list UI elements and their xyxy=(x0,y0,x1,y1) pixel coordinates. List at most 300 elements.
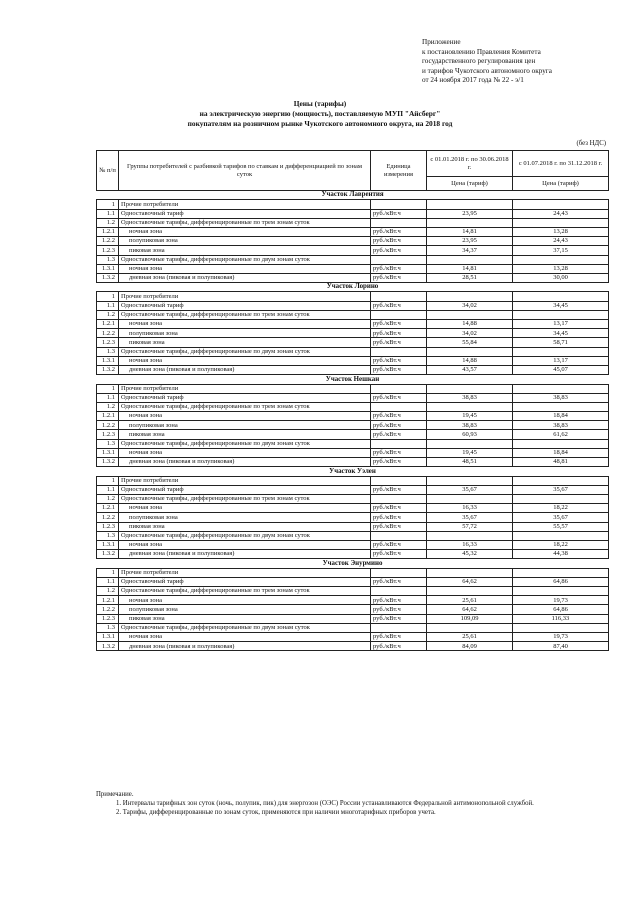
row-price-h2: 18,84 xyxy=(513,412,609,421)
table-row xyxy=(97,568,609,577)
row-price-h2: 35,67 xyxy=(513,485,609,494)
table-row xyxy=(97,504,609,513)
row-price-h1: 60,93 xyxy=(427,430,513,439)
row-price-h1: 14,81 xyxy=(427,264,513,273)
row-price-h1: 38,83 xyxy=(427,393,513,402)
table-row xyxy=(97,310,609,319)
table-row xyxy=(97,513,609,522)
row-description: Одноставочный тариф xyxy=(119,393,371,402)
row-unit xyxy=(371,531,427,540)
row-number: 1.3 xyxy=(97,623,119,632)
row-price-h2: 38,83 xyxy=(513,421,609,430)
row-price-h2: 13,17 xyxy=(513,320,609,329)
row-price-h1: 34,37 xyxy=(427,246,513,255)
row-price-h2: 18,22 xyxy=(513,540,609,549)
row-price-h1: 48,51 xyxy=(427,458,513,467)
row-number: 1.3.1 xyxy=(97,633,119,642)
table-row xyxy=(97,365,609,374)
row-description: полупиковая зона xyxy=(119,605,371,614)
row-unit: руб./кВт.ч xyxy=(371,605,427,614)
row-number: 1.2.3 xyxy=(97,430,119,439)
table-row xyxy=(97,246,609,255)
table-row xyxy=(97,587,609,596)
table-row xyxy=(97,338,609,347)
row-unit xyxy=(371,476,427,485)
table-row xyxy=(97,384,609,393)
appendix-line: к постановлению Правления Комитета xyxy=(422,47,541,56)
row-price-h1: 43,57 xyxy=(427,365,513,374)
table-row xyxy=(97,596,609,605)
row-description: Одноставочный тариф xyxy=(119,485,371,494)
row-number: 1.1 xyxy=(97,301,119,310)
row-description: ночная зона xyxy=(119,227,371,236)
row-description: Одноставочные тарифы, дифференцированные по трем зонам суток xyxy=(119,587,371,596)
row-price-h1 xyxy=(427,310,513,319)
section-header-row xyxy=(97,191,609,200)
row-number: 1.3.2 xyxy=(97,550,119,559)
row-unit: руб./кВт.ч xyxy=(371,633,427,642)
table-row xyxy=(97,642,609,651)
appendix-line: Приложение xyxy=(422,38,461,46)
row-number: 1.2 xyxy=(97,587,119,596)
row-description: полупиковая зона xyxy=(119,421,371,430)
row-unit xyxy=(371,255,427,264)
row-price-h1: 55,84 xyxy=(427,338,513,347)
notes-heading: Примечание. xyxy=(96,791,134,798)
header-period-1: с 01.01.2018 г. по 30.06.2018 г. xyxy=(427,151,513,177)
row-number: 1.1 xyxy=(97,577,119,586)
row-unit: руб./кВт.ч xyxy=(371,320,427,329)
row-unit xyxy=(371,495,427,504)
row-price-h1 xyxy=(427,439,513,448)
row-price-h2 xyxy=(513,384,609,393)
row-unit: руб./кВт.ч xyxy=(371,329,427,338)
section-title: Участок Уэлен xyxy=(97,467,609,476)
row-unit: руб./кВт.ч xyxy=(371,642,427,651)
row-price-h2: 34,45 xyxy=(513,301,609,310)
row-description: Одноставочные тарифы, дифференцированные по трем зонам суток xyxy=(119,495,371,504)
table-row xyxy=(97,273,609,282)
row-price-h1 xyxy=(427,218,513,227)
row-number: 1.3.2 xyxy=(97,365,119,374)
row-price-h1: 109,09 xyxy=(427,614,513,623)
header-num: № п/п xyxy=(97,151,119,191)
row-price-h2 xyxy=(513,587,609,596)
title-line: на электрическую энергию (мощность), поставляемую МУП "Айсберг" xyxy=(199,108,441,118)
row-unit: руб./кВт.ч xyxy=(371,393,427,402)
row-description: ночная зона xyxy=(119,320,371,329)
row-price-h2: 44,38 xyxy=(513,550,609,559)
row-price-h1: 25,61 xyxy=(427,596,513,605)
row-number: 1.3.2 xyxy=(97,642,119,651)
row-price-h2: 13,28 xyxy=(513,227,609,236)
appendix-line: государственного регулирования цен xyxy=(422,57,536,66)
row-description: ночная зона xyxy=(119,540,371,549)
row-unit xyxy=(371,623,427,632)
row-description: Одноставочные тарифы, дифференцированные по трем зонам суток xyxy=(119,402,371,411)
table-row xyxy=(97,614,609,623)
row-price-h1: 14,88 xyxy=(427,356,513,365)
row-description: дневная зона (пиковая и полупиковая) xyxy=(119,550,371,559)
row-unit: руб./кВт.ч xyxy=(371,421,427,430)
row-description: ночная зона xyxy=(119,412,371,421)
row-price-h2: 35,67 xyxy=(513,513,609,522)
row-price-h1: 14,88 xyxy=(427,320,513,329)
row-unit: руб./кВт.ч xyxy=(371,412,427,421)
row-price-h1: 35,67 xyxy=(427,485,513,494)
row-number: 1.2.3 xyxy=(97,522,119,531)
row-number: 1.3.2 xyxy=(97,458,119,467)
row-price-h1: 64,62 xyxy=(427,577,513,586)
row-description: Одноставочные тарифы, дифференцированные по трем зонам суток xyxy=(119,310,371,319)
row-price-h1 xyxy=(427,384,513,393)
row-number: 1.2 xyxy=(97,310,119,319)
table-row xyxy=(97,356,609,365)
row-price-h2 xyxy=(513,292,609,301)
table-row xyxy=(97,292,609,301)
row-description: ночная зона xyxy=(119,633,371,642)
row-unit xyxy=(371,310,427,319)
row-price-h2 xyxy=(513,495,609,504)
vat-note: (без НДС) xyxy=(576,140,606,147)
table-row xyxy=(97,623,609,632)
row-price-h2: 38,83 xyxy=(513,393,609,402)
row-price-h1: 14,81 xyxy=(427,227,513,236)
table-body xyxy=(97,191,609,651)
row-unit: руб./кВт.ч xyxy=(371,273,427,282)
section-title: Участок Энурмино xyxy=(97,559,609,568)
row-unit: руб./кВт.ч xyxy=(371,264,427,273)
title-line: Цены (тарифы) xyxy=(293,99,347,108)
row-number: 1.3 xyxy=(97,347,119,356)
row-number: 1 xyxy=(97,292,119,301)
row-description: ночная зона xyxy=(119,356,371,365)
table-row xyxy=(97,495,609,504)
row-price-h1: 45,32 xyxy=(427,550,513,559)
row-description: дневная зона (пиковая и полупиковая) xyxy=(119,642,371,651)
row-description: Одноставочные тарифы, дифференцированные по двум зонам суток xyxy=(119,347,371,356)
row-unit: руб./кВт.ч xyxy=(371,540,427,549)
row-price-h1: 25,61 xyxy=(427,633,513,642)
row-number: 1.2.3 xyxy=(97,614,119,623)
row-description: пиковая зона xyxy=(119,430,371,439)
row-unit: руб./кВт.ч xyxy=(371,513,427,522)
row-unit: руб./кВт.ч xyxy=(371,448,427,457)
row-price-h1: 23,95 xyxy=(427,237,513,246)
row-description: дневная зона (пиковая и полупиковая) xyxy=(119,273,371,282)
table-row xyxy=(97,301,609,310)
table-row xyxy=(97,412,609,421)
tariff-table xyxy=(96,150,609,651)
row-price-h1 xyxy=(427,292,513,301)
row-price-h1 xyxy=(427,402,513,411)
row-price-h2: 48,81 xyxy=(513,458,609,467)
row-unit: руб./кВт.ч xyxy=(371,237,427,246)
row-unit: руб./кВт.ч xyxy=(371,209,427,218)
table-row xyxy=(97,227,609,236)
table-row xyxy=(97,476,609,485)
row-description: ночная зона xyxy=(119,504,371,513)
row-description: Прочие потребители xyxy=(119,476,371,485)
document-title xyxy=(0,99,640,128)
row-price-h1: 19,45 xyxy=(427,412,513,421)
row-price-h1 xyxy=(427,495,513,504)
section-title: Участок Лорино xyxy=(97,283,609,292)
row-number: 1.3 xyxy=(97,255,119,264)
row-description: полупиковая зона xyxy=(119,329,371,338)
row-number: 1.2.1 xyxy=(97,227,119,236)
row-price-h2 xyxy=(513,255,609,264)
table-row xyxy=(97,200,609,209)
table-row xyxy=(97,448,609,457)
row-price-h2: 19,73 xyxy=(513,596,609,605)
row-unit xyxy=(371,347,427,356)
table-row xyxy=(97,485,609,494)
row-unit xyxy=(371,568,427,577)
row-unit: руб./кВт.ч xyxy=(371,430,427,439)
row-price-h1 xyxy=(427,587,513,596)
row-unit: руб./кВт.ч xyxy=(371,246,427,255)
row-price-h1: 16,33 xyxy=(427,540,513,549)
row-number: 1.3 xyxy=(97,531,119,540)
header-price-1: Цена (тариф) xyxy=(427,177,513,191)
row-description: Одноставочные тарифы, дифференцированные по двум зонам суток xyxy=(119,531,371,540)
row-number: 1.3 xyxy=(97,439,119,448)
row-description: ночная зона xyxy=(119,264,371,273)
row-price-h2: 30,00 xyxy=(513,273,609,282)
row-price-h2: 55,57 xyxy=(513,522,609,531)
row-unit: руб./кВт.ч xyxy=(371,577,427,586)
row-description: Одноставочный тариф xyxy=(119,577,371,586)
row-number: 1.2.1 xyxy=(97,504,119,513)
section-header-row xyxy=(97,467,609,476)
row-description: полупиковая зона xyxy=(119,237,371,246)
appendix-block xyxy=(422,38,552,86)
row-price-h2 xyxy=(513,218,609,227)
row-price-h2 xyxy=(513,623,609,632)
table-row xyxy=(97,540,609,549)
row-price-h2 xyxy=(513,439,609,448)
row-price-h2: 13,28 xyxy=(513,264,609,273)
title-line: покупателям на розничном рынке Чукотского автономного округа, на 2018 год xyxy=(187,118,453,128)
row-price-h2: 37,15 xyxy=(513,246,609,255)
row-price-h2: 87,40 xyxy=(513,642,609,651)
row-price-h1: 64,62 xyxy=(427,605,513,614)
row-description: дневная зона (пиковая и полупиковая) xyxy=(119,458,371,467)
row-description: ночная зона xyxy=(119,448,371,457)
header-period-2: с 01.07.2018 г. по 31.12.2018 г. xyxy=(513,151,609,177)
header-group: Группы потребителей с разбивкой тарифов по ставкам и дифференциацией по зонам суток xyxy=(119,151,371,191)
row-number: 1.3.2 xyxy=(97,273,119,282)
section-header-row xyxy=(97,559,609,568)
table-row xyxy=(97,393,609,402)
row-number: 1.2 xyxy=(97,495,119,504)
row-unit: руб./кВт.ч xyxy=(371,550,427,559)
row-number: 1 xyxy=(97,200,119,209)
row-price-h2 xyxy=(513,531,609,540)
row-description: дневная зона (пиковая и полупиковая) xyxy=(119,365,371,374)
row-number: 1 xyxy=(97,568,119,577)
row-price-h1: 34,02 xyxy=(427,301,513,310)
row-price-h1 xyxy=(427,568,513,577)
row-description: Одноставочные тарифы, дифференцированные по двум зонам суток xyxy=(119,255,371,264)
row-price-h2: 34,45 xyxy=(513,329,609,338)
row-price-h1: 38,83 xyxy=(427,421,513,430)
row-number: 1 xyxy=(97,384,119,393)
table-row xyxy=(97,320,609,329)
table-row xyxy=(97,347,609,356)
row-description: Одноставочные тарифы, дифференцированные по двум зонам суток xyxy=(119,439,371,448)
row-price-h1 xyxy=(427,255,513,264)
row-unit: руб./кВт.ч xyxy=(371,596,427,605)
row-price-h2 xyxy=(513,476,609,485)
row-unit: руб./кВт.ч xyxy=(371,365,427,374)
row-number: 1.2 xyxy=(97,402,119,411)
row-price-h2: 19,73 xyxy=(513,633,609,642)
row-number: 1.1 xyxy=(97,485,119,494)
row-price-h2 xyxy=(513,402,609,411)
row-number: 1.3.1 xyxy=(97,540,119,549)
row-description: пиковая зона xyxy=(119,522,371,531)
row-description: Прочие потребители xyxy=(119,384,371,393)
row-unit xyxy=(371,587,427,596)
row-description: Прочие потребители xyxy=(119,200,371,209)
row-price-h1 xyxy=(427,347,513,356)
row-price-h1: 34,02 xyxy=(427,329,513,338)
row-unit xyxy=(371,218,427,227)
row-unit: руб./кВт.ч xyxy=(371,301,427,310)
row-unit: руб./кВт.ч xyxy=(371,504,427,513)
row-price-h2: 24,43 xyxy=(513,209,609,218)
row-price-h1: 84,09 xyxy=(427,642,513,651)
table-row xyxy=(97,633,609,642)
table-row xyxy=(97,402,609,411)
row-number: 1.2.3 xyxy=(97,246,119,255)
section-title: Участок Лаврентия xyxy=(97,191,609,200)
row-unit: руб./кВт.ч xyxy=(371,522,427,531)
table-row xyxy=(97,458,609,467)
row-number: 1.1 xyxy=(97,209,119,218)
row-number: 1.2.3 xyxy=(97,338,119,347)
table-row xyxy=(97,430,609,439)
row-number: 1.3.1 xyxy=(97,448,119,457)
row-price-h1: 28,51 xyxy=(427,273,513,282)
row-number: 1.2.2 xyxy=(97,329,119,338)
row-unit: руб./кВт.ч xyxy=(371,227,427,236)
header-unit: Единица измерения xyxy=(371,151,427,191)
row-price-h1 xyxy=(427,623,513,632)
row-price-h1 xyxy=(427,200,513,209)
row-price-h1 xyxy=(427,476,513,485)
row-price-h2 xyxy=(513,310,609,319)
table-row xyxy=(97,439,609,448)
row-number: 1.1 xyxy=(97,393,119,402)
row-number: 1.2.2 xyxy=(97,421,119,430)
section-header-row xyxy=(97,283,609,292)
row-price-h2: 64,86 xyxy=(513,577,609,586)
table-row xyxy=(97,329,609,338)
row-price-h1: 57,72 xyxy=(427,522,513,531)
notes-block xyxy=(96,790,616,817)
row-price-h1: 16,33 xyxy=(427,504,513,513)
row-unit: руб./кВт.ч xyxy=(371,614,427,623)
row-number: 1.3.1 xyxy=(97,264,119,273)
row-number: 1.2.1 xyxy=(97,320,119,329)
row-price-h2: 24,43 xyxy=(513,237,609,246)
row-price-h1: 35,67 xyxy=(427,513,513,522)
row-description: пиковая зона xyxy=(119,338,371,347)
row-number: 1 xyxy=(97,476,119,485)
table-row xyxy=(97,421,609,430)
row-price-h2: 61,62 xyxy=(513,430,609,439)
table-row xyxy=(97,531,609,540)
row-number: 1.2 xyxy=(97,218,119,227)
row-price-h2: 18,22 xyxy=(513,504,609,513)
row-number: 1.2.2 xyxy=(97,605,119,614)
row-price-h2: 45,07 xyxy=(513,365,609,374)
row-description: Прочие потребители xyxy=(119,292,371,301)
note-item: 2. Тарифы, дифференцированные по зонам суток, применяются при наличии многотарифных приборов учета. xyxy=(116,809,436,816)
row-price-h2: 64,86 xyxy=(513,605,609,614)
row-unit xyxy=(371,439,427,448)
table-row xyxy=(97,209,609,218)
row-price-h2 xyxy=(513,568,609,577)
row-number: 1.2.1 xyxy=(97,412,119,421)
row-description: Прочие потребители xyxy=(119,568,371,577)
row-price-h2: 116,33 xyxy=(513,614,609,623)
row-description: Одноставочный тариф xyxy=(119,301,371,310)
section-header-row xyxy=(97,375,609,384)
row-price-h2 xyxy=(513,347,609,356)
table-row xyxy=(97,605,609,614)
table-row xyxy=(97,550,609,559)
row-price-h2: 58,71 xyxy=(513,338,609,347)
row-price-h2: 18,84 xyxy=(513,448,609,457)
note-item: 1. Интервалы тарифных зон суток (ночь, полупик, пик) для энергозон (ОЭС) России устанавливаются Федеральной антимонопольной службой. xyxy=(116,800,534,807)
row-price-h1 xyxy=(427,531,513,540)
row-number: 1.2.2 xyxy=(97,513,119,522)
row-number: 1.3.1 xyxy=(97,356,119,365)
table-row xyxy=(97,218,609,227)
row-unit: руб./кВт.ч xyxy=(371,485,427,494)
table-row xyxy=(97,255,609,264)
row-description: Одноставочные тарифы, дифференцированные по трем зонам суток xyxy=(119,218,371,227)
row-price-h1: 23,95 xyxy=(427,209,513,218)
table-row xyxy=(97,264,609,273)
row-number: 1.2.2 xyxy=(97,237,119,246)
row-price-h2: 13,17 xyxy=(513,356,609,365)
appendix-line: и тарифов Чукотского автономного округа xyxy=(422,66,552,75)
appendix-line: от 24 ноября 2017 года № 22 - э/1 xyxy=(422,76,524,85)
row-description: ночная зона xyxy=(119,596,371,605)
row-unit: руб./кВт.ч xyxy=(371,356,427,365)
row-description: Одноставочный тариф xyxy=(119,209,371,218)
row-description: Одноставочные тарифы, дифференцированные по двум зонам суток xyxy=(119,623,371,632)
table-row xyxy=(97,522,609,531)
row-unit: руб./кВт.ч xyxy=(371,458,427,467)
row-unit: руб./кВт.ч xyxy=(371,338,427,347)
table-row xyxy=(97,237,609,246)
row-unit xyxy=(371,402,427,411)
table-row xyxy=(97,577,609,586)
header-price-2: Цена (тариф) xyxy=(513,177,609,191)
row-description: полупиковая зона xyxy=(119,513,371,522)
section-title: Участок Нешкан xyxy=(97,375,609,384)
row-number: 1.2.1 xyxy=(97,596,119,605)
row-unit xyxy=(371,292,427,301)
row-price-h2 xyxy=(513,200,609,209)
row-description: пиковая зона xyxy=(119,246,371,255)
